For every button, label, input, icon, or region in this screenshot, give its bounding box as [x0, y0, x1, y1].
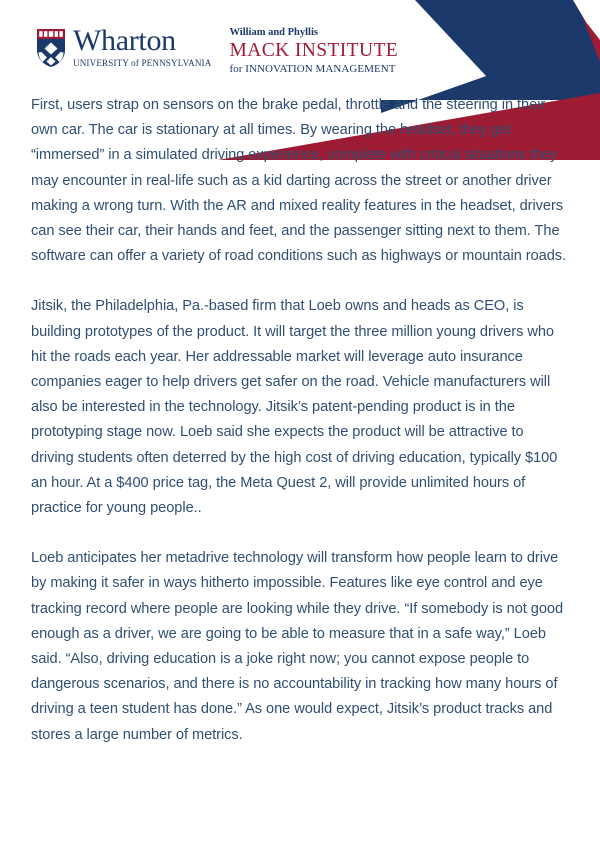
wharton-name: Wharton — [73, 24, 176, 57]
wharton-wordmark — [73, 26, 211, 69]
mack-institute-name: MACK INSTITUTE — [229, 40, 399, 61]
mack-donor-line: William and Phyllis — [229, 27, 318, 38]
wharton-logo — [36, 26, 211, 69]
body-paragraph-2: Jitsik, the Philadelphia, Pa.-based firm that Loeb owns and heads as CEO, is building prototypes of the product. It will target the three million young drivers who hit the roads each year. Her addressable market will leverage auto insurance companies eager to help drivers get safer on the road. Vehicle manufacturers will also be interested in the technology. Jitsik’s patent-pending product is in the prototyping stage now. Loeb said she expects the product will be attractive to driving students often deterred by the high cost of driving education, typically $100 an hour. At a $400 price tag, the Meta Quest 2, will provide unlimited hours of practice for young people.. — [31, 298, 558, 517]
wharton-subtitle: UNIVERSITY of PENNSYLVANIA — [73, 58, 212, 68]
article-body — [31, 93, 569, 748]
header-logo-lockup — [36, 26, 398, 76]
mack-tagline: for INNOVATION MANAGEMENT — [229, 63, 396, 75]
body-paragraph-3: Loeb anticipates her metadrive technology will transform how people learn to drive by making it safer in ways hitherto impossible. Features like eye control and eye tracking record where people are looking while they drive. “If somebody is not good enough as a driver, we are going to be able to measure that in a safe way,” Loeb said. “Also, driving education is a joke right now; you cannot expose people to dangerous scenarios, and there is no accountability in tracking how many hours of driving a teen student has done.” As one would expect, Jitsik’s product tracks and stores a large number of metrics. — [31, 550, 564, 743]
penn-shield-icon — [36, 28, 66, 68]
body-paragraph-1: First, users strap on sensors on the brake pedal, throttle and the steering in their own car. The car is stationary at all times. By wearing the headset, they get “immersed” in a simulated driving experience, complete with critical situations they may encounter in real-life such as a kid darting across the street or another driver making a wrong turn. With the AR and mixed reality features in the headset, drivers can see their car, their hands and feet, and the passenger sitting next to them. The software can offer a variety of road conditions such as highways or mountain roads. — [31, 97, 567, 265]
mack-institute-logo — [229, 27, 398, 76]
